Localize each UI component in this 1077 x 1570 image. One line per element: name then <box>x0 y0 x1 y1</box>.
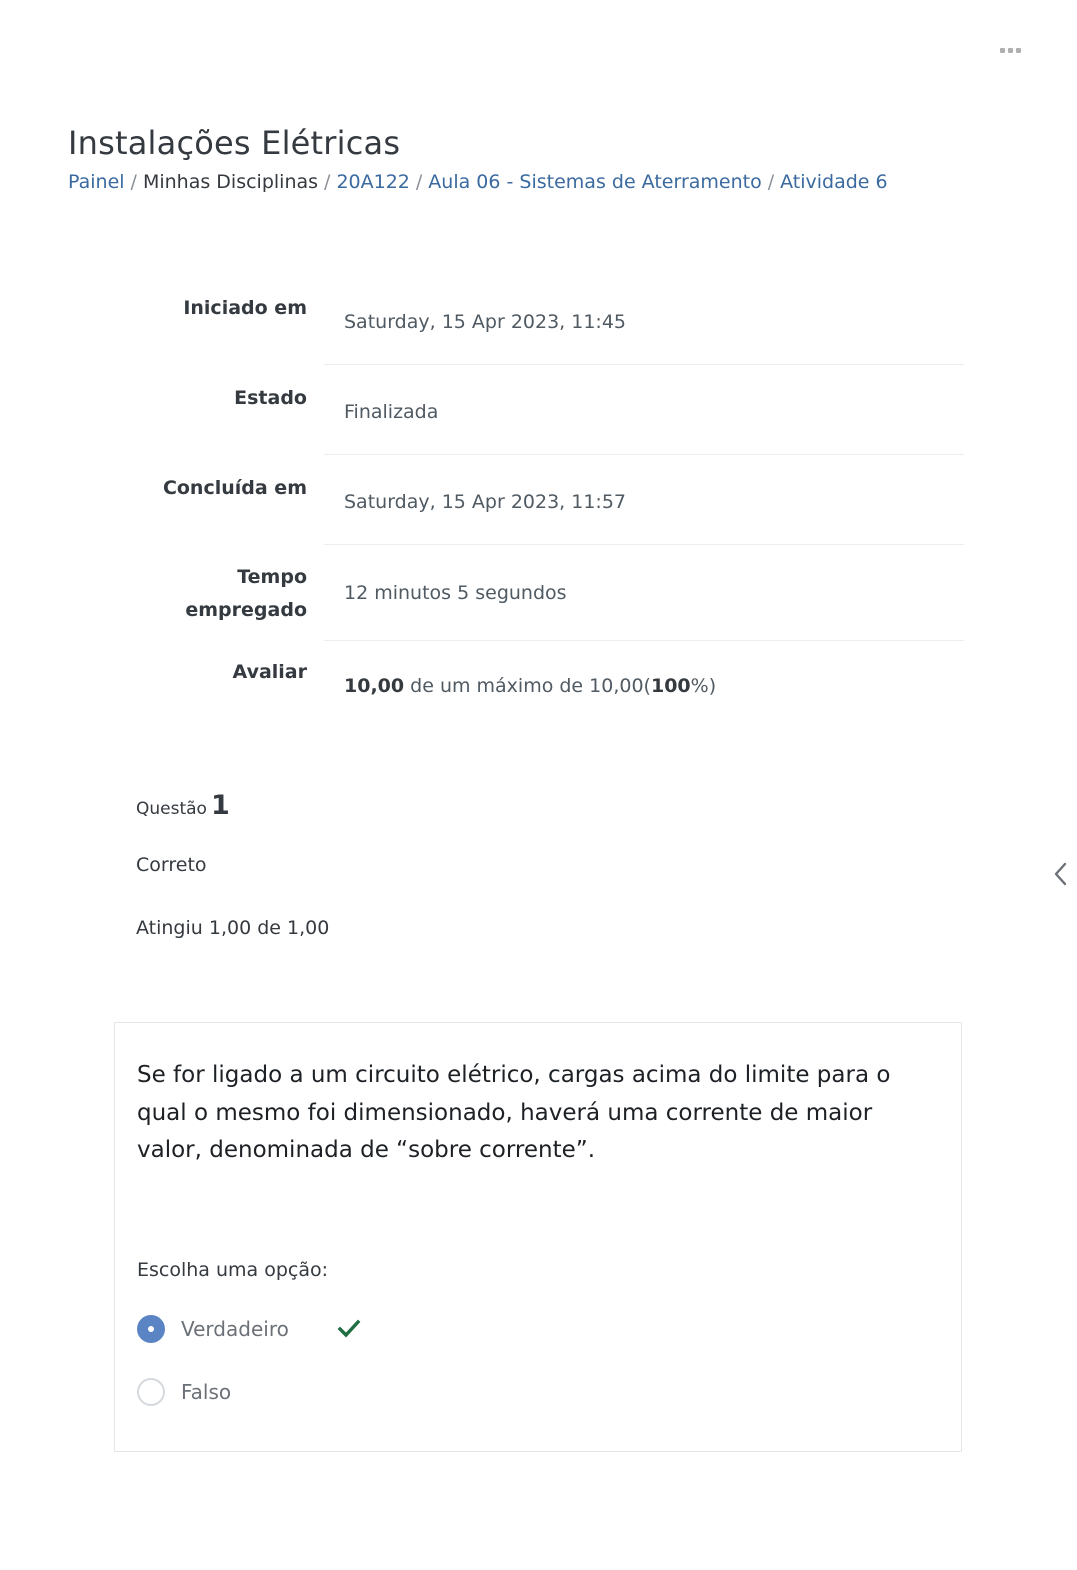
grade-score: 10,00 <box>344 675 405 697</box>
grade-text-end: %) <box>690 675 717 697</box>
chevron-left-icon[interactable] <box>1050 860 1072 888</box>
breadcrumb-lesson[interactable]: Aula 06 - Sistemas de Aterramento <box>428 171 762 193</box>
grade-text: de um máximo de 10,00( <box>404 675 651 697</box>
summary-label: Estado <box>234 387 307 409</box>
row-divider <box>324 454 964 455</box>
question-state: Correto <box>136 854 207 876</box>
question-number: 1 <box>210 790 230 821</box>
summary-label <box>185 561 307 627</box>
question-content <box>114 1022 962 1452</box>
more-options-button[interactable] <box>1000 44 1026 56</box>
question-header <box>136 790 230 821</box>
option-label: Verdadeiro <box>181 1317 289 1341</box>
summary-value: Finalizada <box>344 401 439 423</box>
option-falso[interactable] <box>137 1376 231 1408</box>
summary-label-line: Tempo <box>237 566 307 588</box>
option-verdadeiro[interactable] <box>137 1313 289 1345</box>
breadcrumb-activity[interactable]: Atividade 6 <box>780 171 888 193</box>
page-title: Instalações Elétricas <box>68 124 401 162</box>
answer-prompt: Escolha uma opção: <box>137 1259 329 1281</box>
row-divider <box>324 640 964 641</box>
summary-value: 12 minutos 5 segundos <box>344 582 567 604</box>
more-options-icon-dot <box>1008 48 1013 53</box>
summary-value: Saturday, 15 Apr 2023, 11:45 <box>344 311 627 333</box>
question-text: Se for ligado a um circuito elétrico, cargas acima do limite para o qual o mesmo foi dimensionado, haverá uma corrente de maior valor, denominada de “sobre corrente”. <box>137 1062 891 1163</box>
row-divider <box>324 364 964 365</box>
breadcrumb-minhas-disciplinas: Minhas Disciplinas <box>142 171 319 193</box>
breadcrumb-separator: / <box>324 171 331 193</box>
breadcrumb-painel[interactable]: Painel <box>68 171 125 193</box>
summary-label-line: empregado <box>185 599 307 621</box>
summary-label: Avaliar <box>232 661 307 683</box>
question-grade: Atingiu 1,00 de 1,00 <box>136 917 330 939</box>
breadcrumb-separator: / <box>767 171 775 193</box>
breadcrumb-separator: / <box>415 171 423 193</box>
summary-label: Iniciado em <box>183 297 307 319</box>
grade-percent: 100 <box>650 675 691 697</box>
radio-button[interactable] <box>137 1378 165 1406</box>
summary-label: Concluída em <box>162 477 307 499</box>
more-options-icon-dot <box>1016 48 1021 53</box>
summary-value: Saturday, 15 Apr 2023, 11:57 <box>344 491 627 513</box>
question-label: Questão <box>136 799 207 819</box>
breadcrumb-separator: / <box>130 171 137 193</box>
breadcrumb <box>68 171 888 193</box>
option-label: Falso <box>181 1380 232 1404</box>
row-divider <box>324 544 964 545</box>
more-options-icon <box>1000 48 1005 53</box>
summary-value-grade <box>344 672 716 700</box>
breadcrumb-course[interactable]: 20A122 <box>336 171 410 193</box>
radio-button-selected[interactable] <box>137 1315 165 1343</box>
check-icon <box>337 1318 361 1340</box>
